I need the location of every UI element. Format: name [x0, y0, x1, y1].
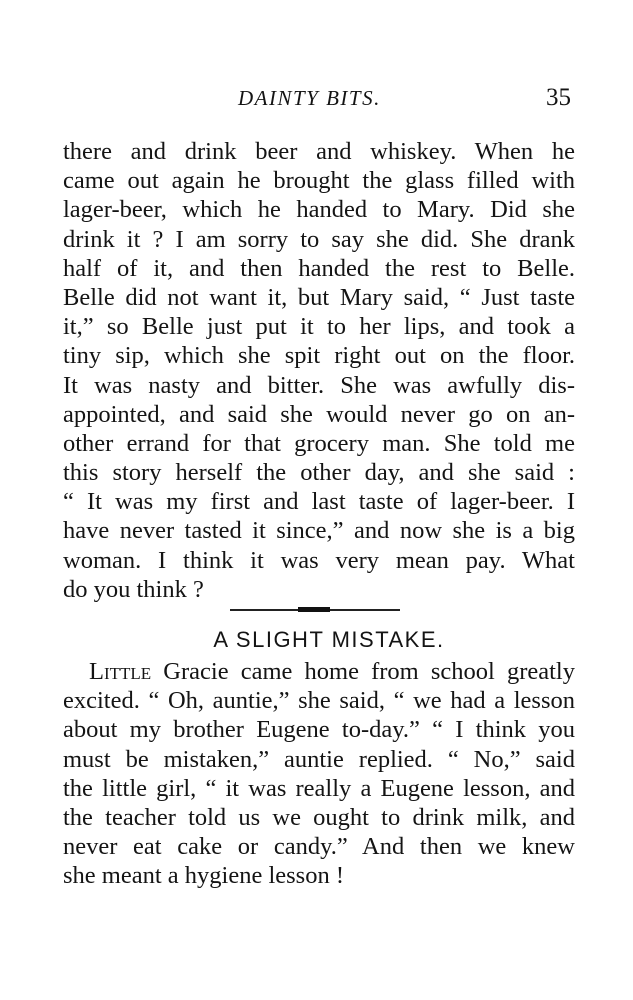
- text-line: the teacher told us we ought to drink milk, and: [63, 803, 575, 831]
- text-line: this story herself the other day, and she said :: [63, 459, 575, 487]
- story-paragraph: [63, 657, 575, 891]
- section-divider-ornament: [298, 607, 330, 612]
- text-line: tiny sip, which she spit right out on the floor.: [63, 342, 575, 370]
- page-number: 35: [546, 84, 571, 111]
- text-line: never eat cake or candy.” And then we knew: [63, 833, 575, 861]
- text-line: woman. I think it was very mean pay. What: [63, 546, 575, 574]
- text-line: drink it ? I am sorry to say she did. She drank: [63, 225, 575, 253]
- text-line: have never tasted it since,” and now she is a big: [63, 517, 575, 545]
- running-head: [0, 86, 633, 116]
- text-line: lager-beer, which he handed to Mary. Did she: [63, 196, 575, 224]
- text-line: “ It was my first and last taste of lager-beer. I: [63, 488, 575, 516]
- text-line: do you think ?: [63, 575, 204, 603]
- text-line: appointed, and said she would never go on an-: [63, 400, 575, 428]
- text-line: came out again he brought the glass filled with: [63, 167, 575, 195]
- text-line: It was nasty and bitter. She was awfully dis-: [63, 371, 575, 399]
- text-line: she meant a hygiene lesson !: [63, 862, 344, 890]
- drop-word: Little: [89, 658, 152, 685]
- running-title: DAINTY BITS.: [238, 86, 381, 110]
- text-line: half of it, and then handed the rest to Belle.: [63, 254, 575, 282]
- text-line: Belle did not want it, but Mary said, “ Just taste: [63, 283, 575, 311]
- text-line-rest: Gracie came home from school greatly: [151, 658, 575, 685]
- text-line: other errand for that grocery man. She told me: [63, 429, 575, 457]
- text-line: there and drink beer and whiskey. When he: [63, 138, 575, 165]
- text-line: must be mistaken,” auntie replied. “ No,” said: [63, 745, 575, 773]
- text-line-first: [63, 657, 575, 686]
- text-line: the little girl, “ it was really a Eugene lesson, and: [63, 774, 575, 802]
- text-line: it,” so Belle just put it to her lips, and took a: [63, 313, 575, 341]
- text-line: about my brother Eugene to-day.” “ I think you: [63, 716, 575, 744]
- section-heading: A SLIGHT MISTAKE.: [213, 627, 445, 652]
- paragraph-continued: [63, 137, 575, 604]
- text-line: excited. “ Oh, auntie,” she said, “ we had a lesson: [63, 687, 575, 715]
